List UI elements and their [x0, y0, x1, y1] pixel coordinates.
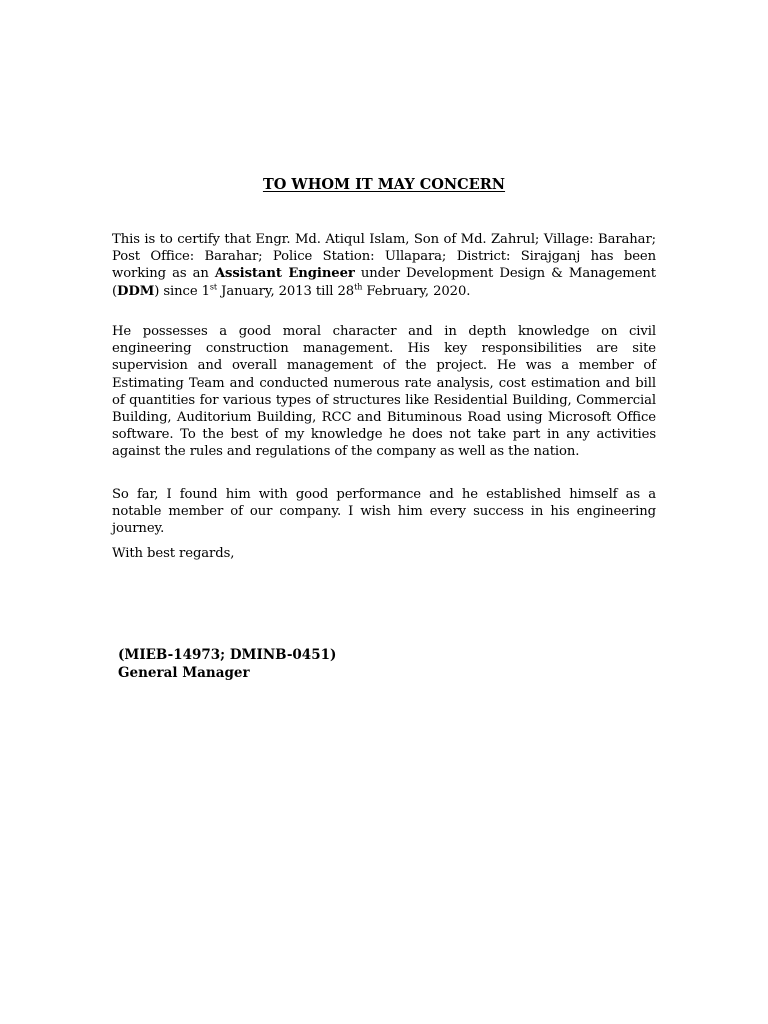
- certification-text-4: January, 2013 till 28: [217, 283, 355, 299]
- position-title: Assistant Engineer: [214, 266, 355, 282]
- signature-membership: (MIEB-14973; DMINB-0451): [118, 647, 337, 663]
- ordinal-suffix-2: th: [354, 282, 363, 292]
- certification-paragraph: [112, 231, 656, 300]
- certification-text-5: February, 2020.: [362, 283, 471, 299]
- character-paragraph: He possesses a good moral character and in depth knowledge on civil engineering construction management. His key responsibilities are site supervision and overall management of the project. He was a member of Estimating Team and conducted numerous rate analysis, cost estimation and bill of quantities for various types of structures like Residential Building, Commercial Building, Auditorium Building, RCC and Bituminous Road using Microsoft Office software. To the best of my knowledge he does not take part in any activities against the rules and regulations of the company as well as the nation.: [112, 324, 656, 460]
- company-abbreviation: DDM: [117, 283, 155, 299]
- certification-text-2: under Development Design & Management (: [112, 266, 656, 299]
- certification-text-1: This is to certify that Engr. Md. Atiqul Islam, Son of Md. Zahrul; Village: Barahar; Post Office: Barahar; Police Station: Ullapara; District: Sirajganj has been working as an: [112, 232, 656, 282]
- performance-paragraph: So far, I found him with good performance and he established himself as a notable member of our company. I wish him every success in his engineering journey.: [112, 487, 656, 537]
- certification-text-3: ) since 1: [154, 283, 210, 299]
- signature-designation: General Manager: [118, 665, 250, 681]
- closing-line: With best regards,: [112, 546, 235, 561]
- document-title: TO WHOM IT MAY CONCERN: [262, 176, 506, 193]
- ordinal-suffix-1: st: [209, 282, 218, 292]
